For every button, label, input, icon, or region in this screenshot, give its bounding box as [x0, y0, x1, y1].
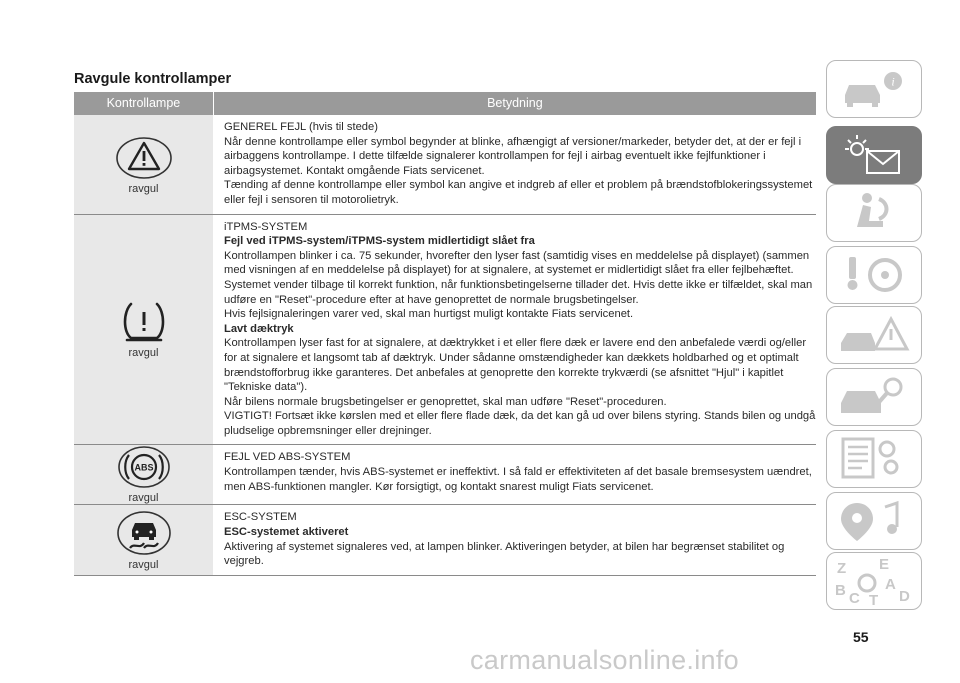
car-maintenance-icon: [827, 369, 920, 424]
svg-text:i: i: [891, 74, 895, 89]
warning-lights-table: [74, 92, 816, 576]
meaning-text: FEJL VED ABS-SYSTEM: [224, 451, 351, 464]
svg-text:B: B: [835, 582, 846, 599]
lamp-color-label: ravgul: [128, 182, 159, 195]
meaning-text: GENEREL FEJL (hvis til stede): [224, 121, 378, 133]
meaning-cell: [213, 115, 816, 214]
tab-safety[interactable]: [826, 184, 922, 242]
multimedia-icon: [827, 493, 920, 548]
table-row: [74, 215, 816, 446]
abs-icon: [117, 445, 171, 489]
technical-data-icon: [827, 431, 920, 486]
meaning-text: Kontrollampen lyser fast for at signalere, at dæktrykket i et eller flere dæk er lavere end den anbefalede værdi og/eller for at signalere et langsomt tab af dæktryk. Under sådanne omstændigheder kan dækkets holdbarhed og et optimalt brændstofforbrug ikke garanteres. Det anbefales at genoprette den korrekte trykværdi (se afsnittet "Hjul" i kapitlet "Tekniske data").: [224, 337, 807, 394]
tab-maintenance[interactable]: [826, 368, 922, 426]
lamp-color-label: ravgul: [128, 347, 159, 360]
key-steering-wheel-icon: [827, 247, 920, 302]
lamp-color-label: ravgul: [128, 492, 159, 505]
table-row: [74, 505, 816, 575]
lamp-color-label: ravgul: [128, 558, 159, 571]
meaning-text: Kontrollampen tænder, hvis ABS-systemet er ineffektivt. I så fald er effektiviteten af det basale bremsesystem uændret, men ABS-funktionen mangler. Kør forsigtigt, og kontakt snarest muligt Fiats servicenet.: [224, 466, 812, 493]
meaning-subheading: Fejl ved iTPMS-system/iTPMS-system midlertidigt slået fra: [224, 235, 535, 248]
lamp-cell: [74, 215, 213, 445]
esc-skidding-car-icon: [116, 510, 172, 556]
tire-pressure-icon: [119, 300, 169, 344]
meaning-cell: [213, 215, 816, 445]
meaning-text: Når bilens normale brugsbetingelser er genoprettet, skal man udføre "Reset"-proceduren.: [224, 395, 667, 408]
svg-text:A: A: [885, 576, 896, 593]
svg-text:Z: Z: [837, 560, 847, 577]
page-number: 55: [853, 629, 869, 645]
warning-light-message-icon: [827, 127, 920, 182]
tab-multimedia[interactable]: [826, 492, 922, 550]
meaning-subheading: ESC-systemet aktiveret: [224, 526, 349, 539]
svg-text:C: C: [849, 590, 860, 607]
table-row: [74, 445, 816, 505]
meaning-text: Aktivering af systemet signaleres ved, at lampen blinker. Aktiveringen betyder, at bilen har begrænset stabilitet og vejgreb.: [224, 540, 785, 568]
svg-text:E: E: [879, 556, 890, 573]
table-header: [74, 92, 816, 115]
meaning-text: Kontrollampen blinker i ca. 75 sekunder, hvorefter den lyser fast (samtidig vises en meddelelse på displayet) (sammen med visningen af en meddelelse på displayet) for at signalere, at systemet er midlertidigt slået fra eller fejlbehæftet. Systemet vender tilbage til korrekt funktion, når funktionsbetingelserne tillader det. Hvis dette ikke er tilfældet, skal man udføre en "Reset"-procedure efter at have genoprettet de normale brugsbetingelser.: [224, 249, 813, 306]
meaning-text: Når denne kontrollampe eller symbol begynder at blinke, afhængigt af versioner/markeder, betyder det, at der er fejl i airbaggens kontrollampe. I dette tilfælde signalerer kontrollampen for fejl i airbag eventuelt ikke fejlfunktioner i airbagsystemet. Kontakt omgående Fiats servicenet.: [224, 135, 802, 177]
lamp-cell: [74, 445, 213, 504]
svg-text:T: T: [869, 592, 879, 608]
tab-warning-lights[interactable]: [826, 126, 922, 184]
lamp-cell: [74, 505, 213, 574]
table-row: [74, 115, 816, 215]
meaning-text: Tænding af denne kontrollampe eller symbol kan angive et indgreb af eller et problem på brændstofblokeringssystemet eller fejl i sensoren til motorolietryk.: [224, 179, 813, 206]
seat-airbag-icon: [827, 185, 920, 240]
meaning-subheading: Lavt dæktryk: [224, 322, 294, 335]
meaning-cell: [213, 505, 816, 574]
tab-technical-data[interactable]: [826, 430, 922, 488]
tab-starting-driving[interactable]: [826, 246, 922, 304]
column-header-betydning: Betydning: [213, 92, 816, 115]
column-header-kontrollampe: Kontrollampe: [74, 92, 213, 115]
warning-triangle-icon: [115, 134, 173, 180]
watermark: carmanualsonline.info: [470, 645, 739, 675]
alphabetical-index-icon: [827, 553, 920, 608]
meaning-text: ESC-SYSTEM: [224, 511, 297, 524]
tab-emergency[interactable]: [826, 306, 922, 364]
meaning-cell: [213, 445, 816, 504]
tab-car-info[interactable]: [826, 60, 922, 118]
meaning-text: Hvis fejlsignaleringen varer ved, skal man hurtigst muligt kontakte Fiats servicenet.: [224, 308, 634, 321]
meaning-text: iTPMS-SYSTEM: [224, 220, 308, 233]
meaning-text: VIGTIGT! Fortsæt ikke kørslen med et eller flere flade dæk, da det kan gå ud over bilens styring. Stands bilen og undgå pludselige opbremsninger eller drejninger.: [224, 410, 816, 437]
section-title: Ravgule kontrollamper: [74, 71, 232, 87]
lamp-cell: [74, 115, 213, 214]
svg-text:D: D: [899, 588, 910, 605]
accident-warning-triangle-icon: [827, 307, 920, 362]
car-info-icon: [827, 61, 920, 116]
tab-index[interactable]: [826, 552, 922, 610]
abs-icon-text: ABS: [133, 462, 154, 473]
